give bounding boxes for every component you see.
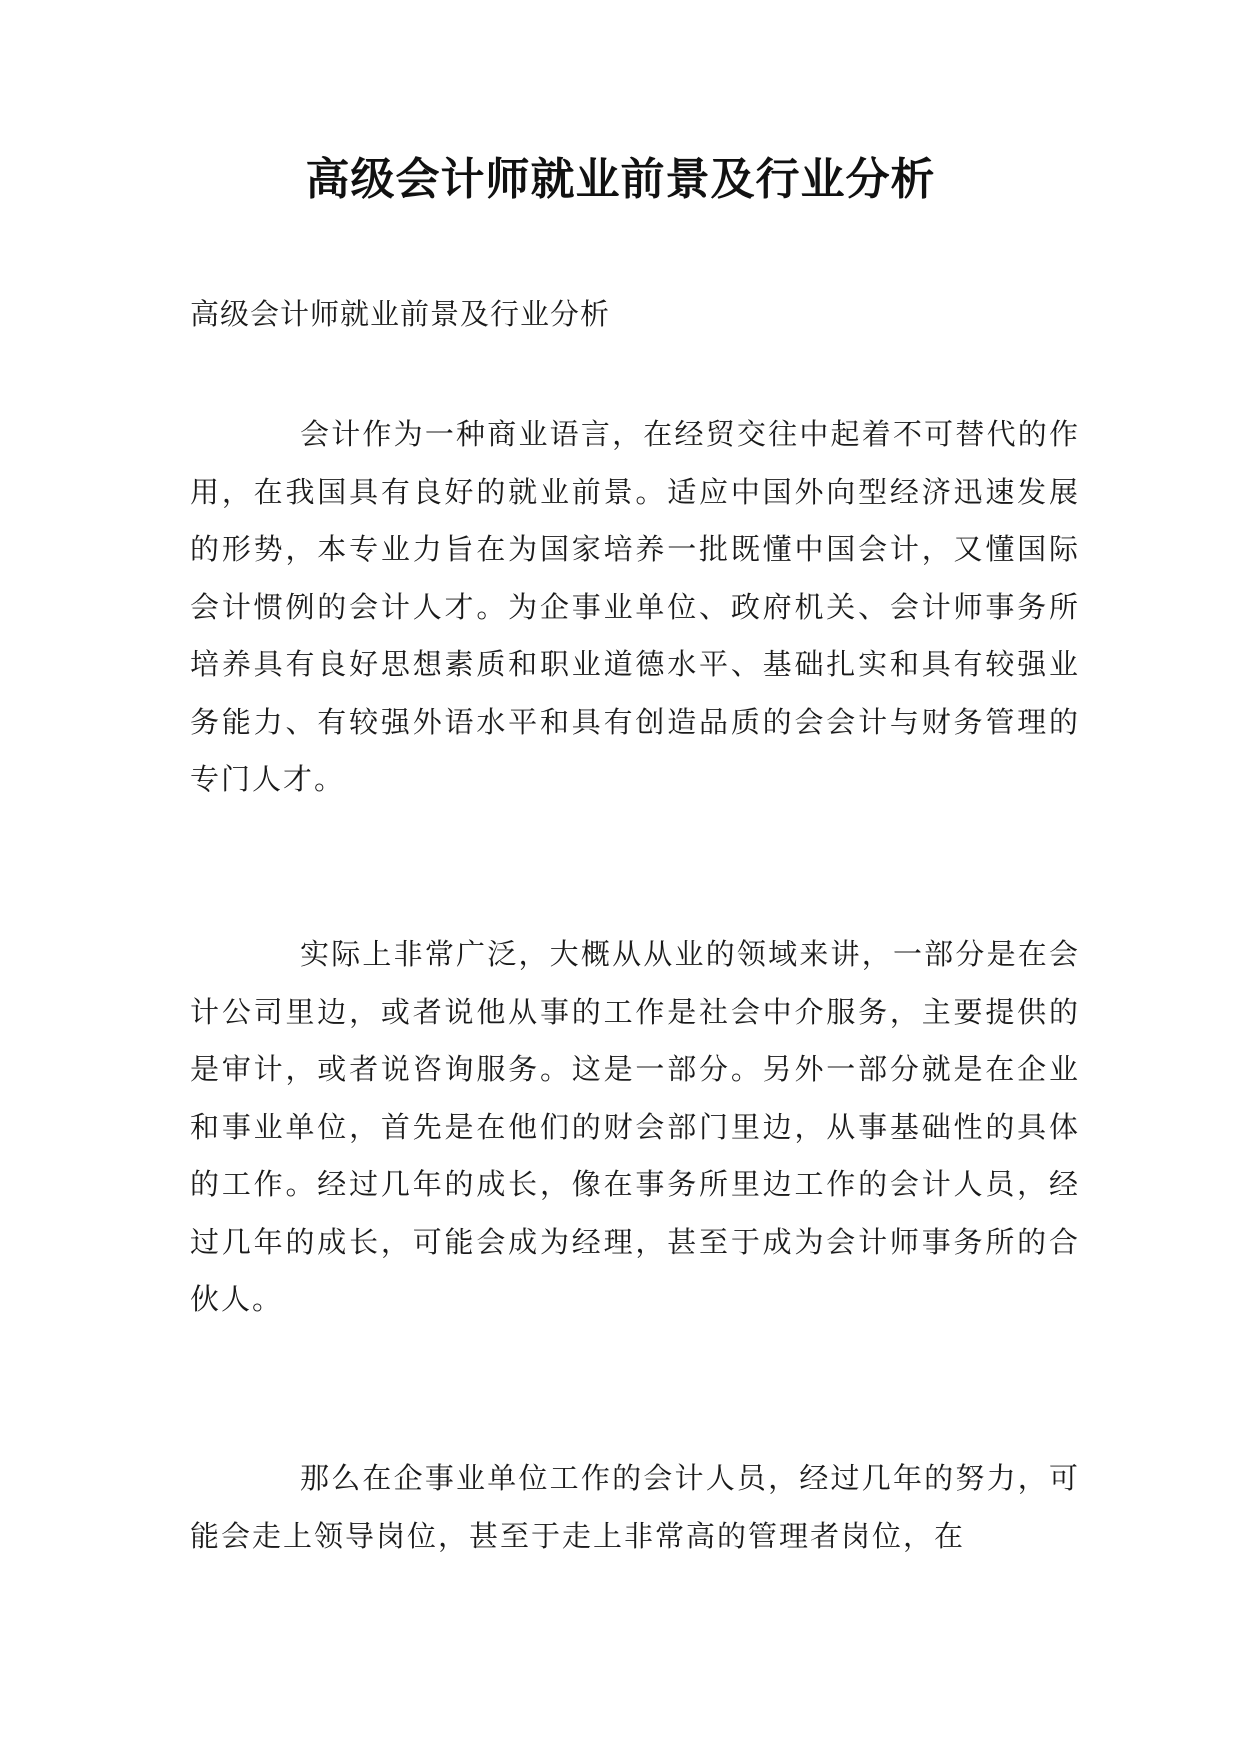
document-title: 高级会计师就业前景及行业分析 (305, 154, 936, 205)
document-subtitle: 高级会计师就业前景及行业分析 (190, 297, 611, 331)
body-paragraph: 那么在企事业单位工作的会计人员，经过几年的努力，可能会走上领导岗位，甚至于走上非常高的管理者岗位，在 (190, 1461, 1080, 1553)
body-paragraph: 实际上非常广泛，大概从从业的领域来讲，一部分是在会计公司里边，或者说他从事的工作是社会中介服务，主要提供的是审计，或者说咨询服务。这是一部分。另外一部分就是在企业和事业单位，首先是在他们的财会部门里边，从事基础性的具体的工作。经过几年的成长，像在事务所里边工作的会计人员，经过几年的成长，可能会成为经理，甚至于成为会计师事务所的合伙人。 (190, 937, 1080, 1316)
body-paragraph: 会计作为一种商业语言，在经贸交往中起着不可替代的作用，在我国具有良好的就业前景。适应中国外向型经济迅速发展的形势，本专业力旨在为国家培养一批既懂中国会计，又懂国际会计惯例的会计人才。为企事业单位、政府机关、会计师事务所培养具有良好思想素质和职业道德水平、基础扎实和具有较强业务能力、有较强外语水平和具有创造品质的会会计与财务管理的专门人才。 (190, 417, 1080, 796)
